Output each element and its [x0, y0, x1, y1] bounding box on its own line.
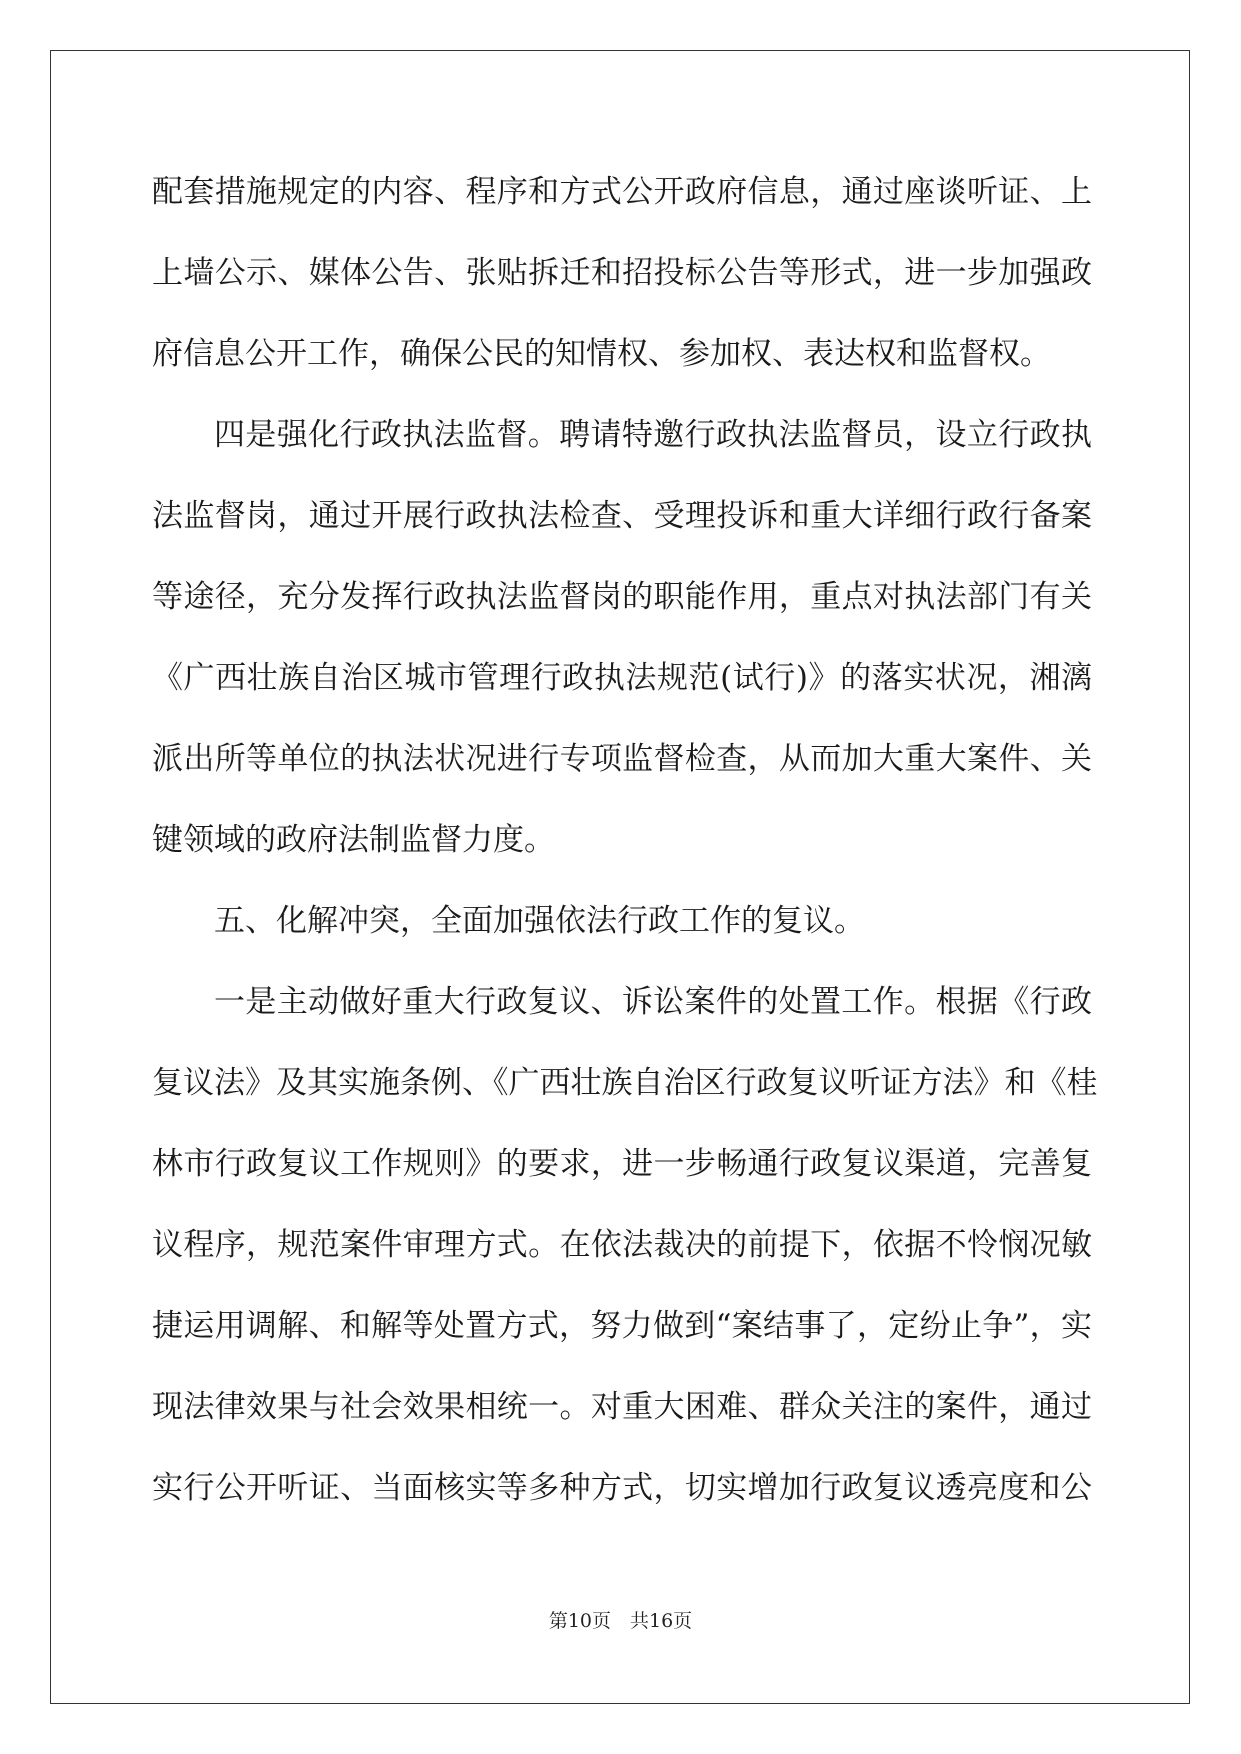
text-line: 议程序，规范案件审理方式。在依法裁决的前提下，依据不怜悯况敏 — [152, 1227, 1092, 1263]
document-body — [152, 162, 1098, 1539]
text-line: 键领域的政府法制监督力度。 — [152, 822, 555, 858]
text-line: 林市行政复议工作规则》的要求，进一步畅通行政复议渠道，完善复 — [152, 1146, 1092, 1182]
text-line: 等途径，充分发挥行政执法监督岗的职能作用，重点对执法部门有关 — [152, 579, 1092, 615]
text-line: 上墙公示、媒体公告、张贴拆迁和招投标公告等形式，进一步加强政 — [152, 255, 1092, 291]
text-line: 府信息公开工作，确保公民的知情权、参加权、表达权和监督权。 — [152, 336, 1051, 372]
text-line: 实行公开听证、当面核实等多种方式，切实增加行政复议透亮度和公 — [152, 1470, 1092, 1506]
text-line: 《广西壮族自治区城市管理行政执法规范(试行)》的落实状况，湘漓 — [152, 660, 1092, 696]
paragraph-start-line: 四是强化行政执法监督。聘请特邀行政执法监督员，设立行政执 — [214, 417, 1092, 453]
text-line: 配套措施规定的内容、程序和方式公开政府信息，通过座谈听证、上 — [152, 174, 1092, 210]
text-line: 复议法》及其实施条例、《广西壮族自治区行政复议听证方法》和《桂 — [152, 1065, 1098, 1101]
paragraph-start-line: 一是主动做好重大行政复议、诉讼案件的处置工作。根据《行政 — [214, 984, 1092, 1020]
page-number-footer: 第10页 共16页 — [548, 1610, 693, 1632]
section-heading: 五、化解冲突，全面加强依法行政工作的复议。 — [214, 903, 865, 939]
text-line: 捷运用调解、和解等处置方式，努力做到“案结事了，定纷止争”，实 — [152, 1308, 1092, 1344]
text-line: 现法律效果与社会效果相统一。对重大困难、群众关注的案件，通过 — [152, 1389, 1092, 1425]
text-line: 法监督岗，通过开展行政执法检查、受理投诉和重大详细行政行备案 — [152, 498, 1092, 534]
text-line: 派出所等单位的执法状况进行专项监督检查，从而加大重大案件、关 — [152, 741, 1092, 777]
